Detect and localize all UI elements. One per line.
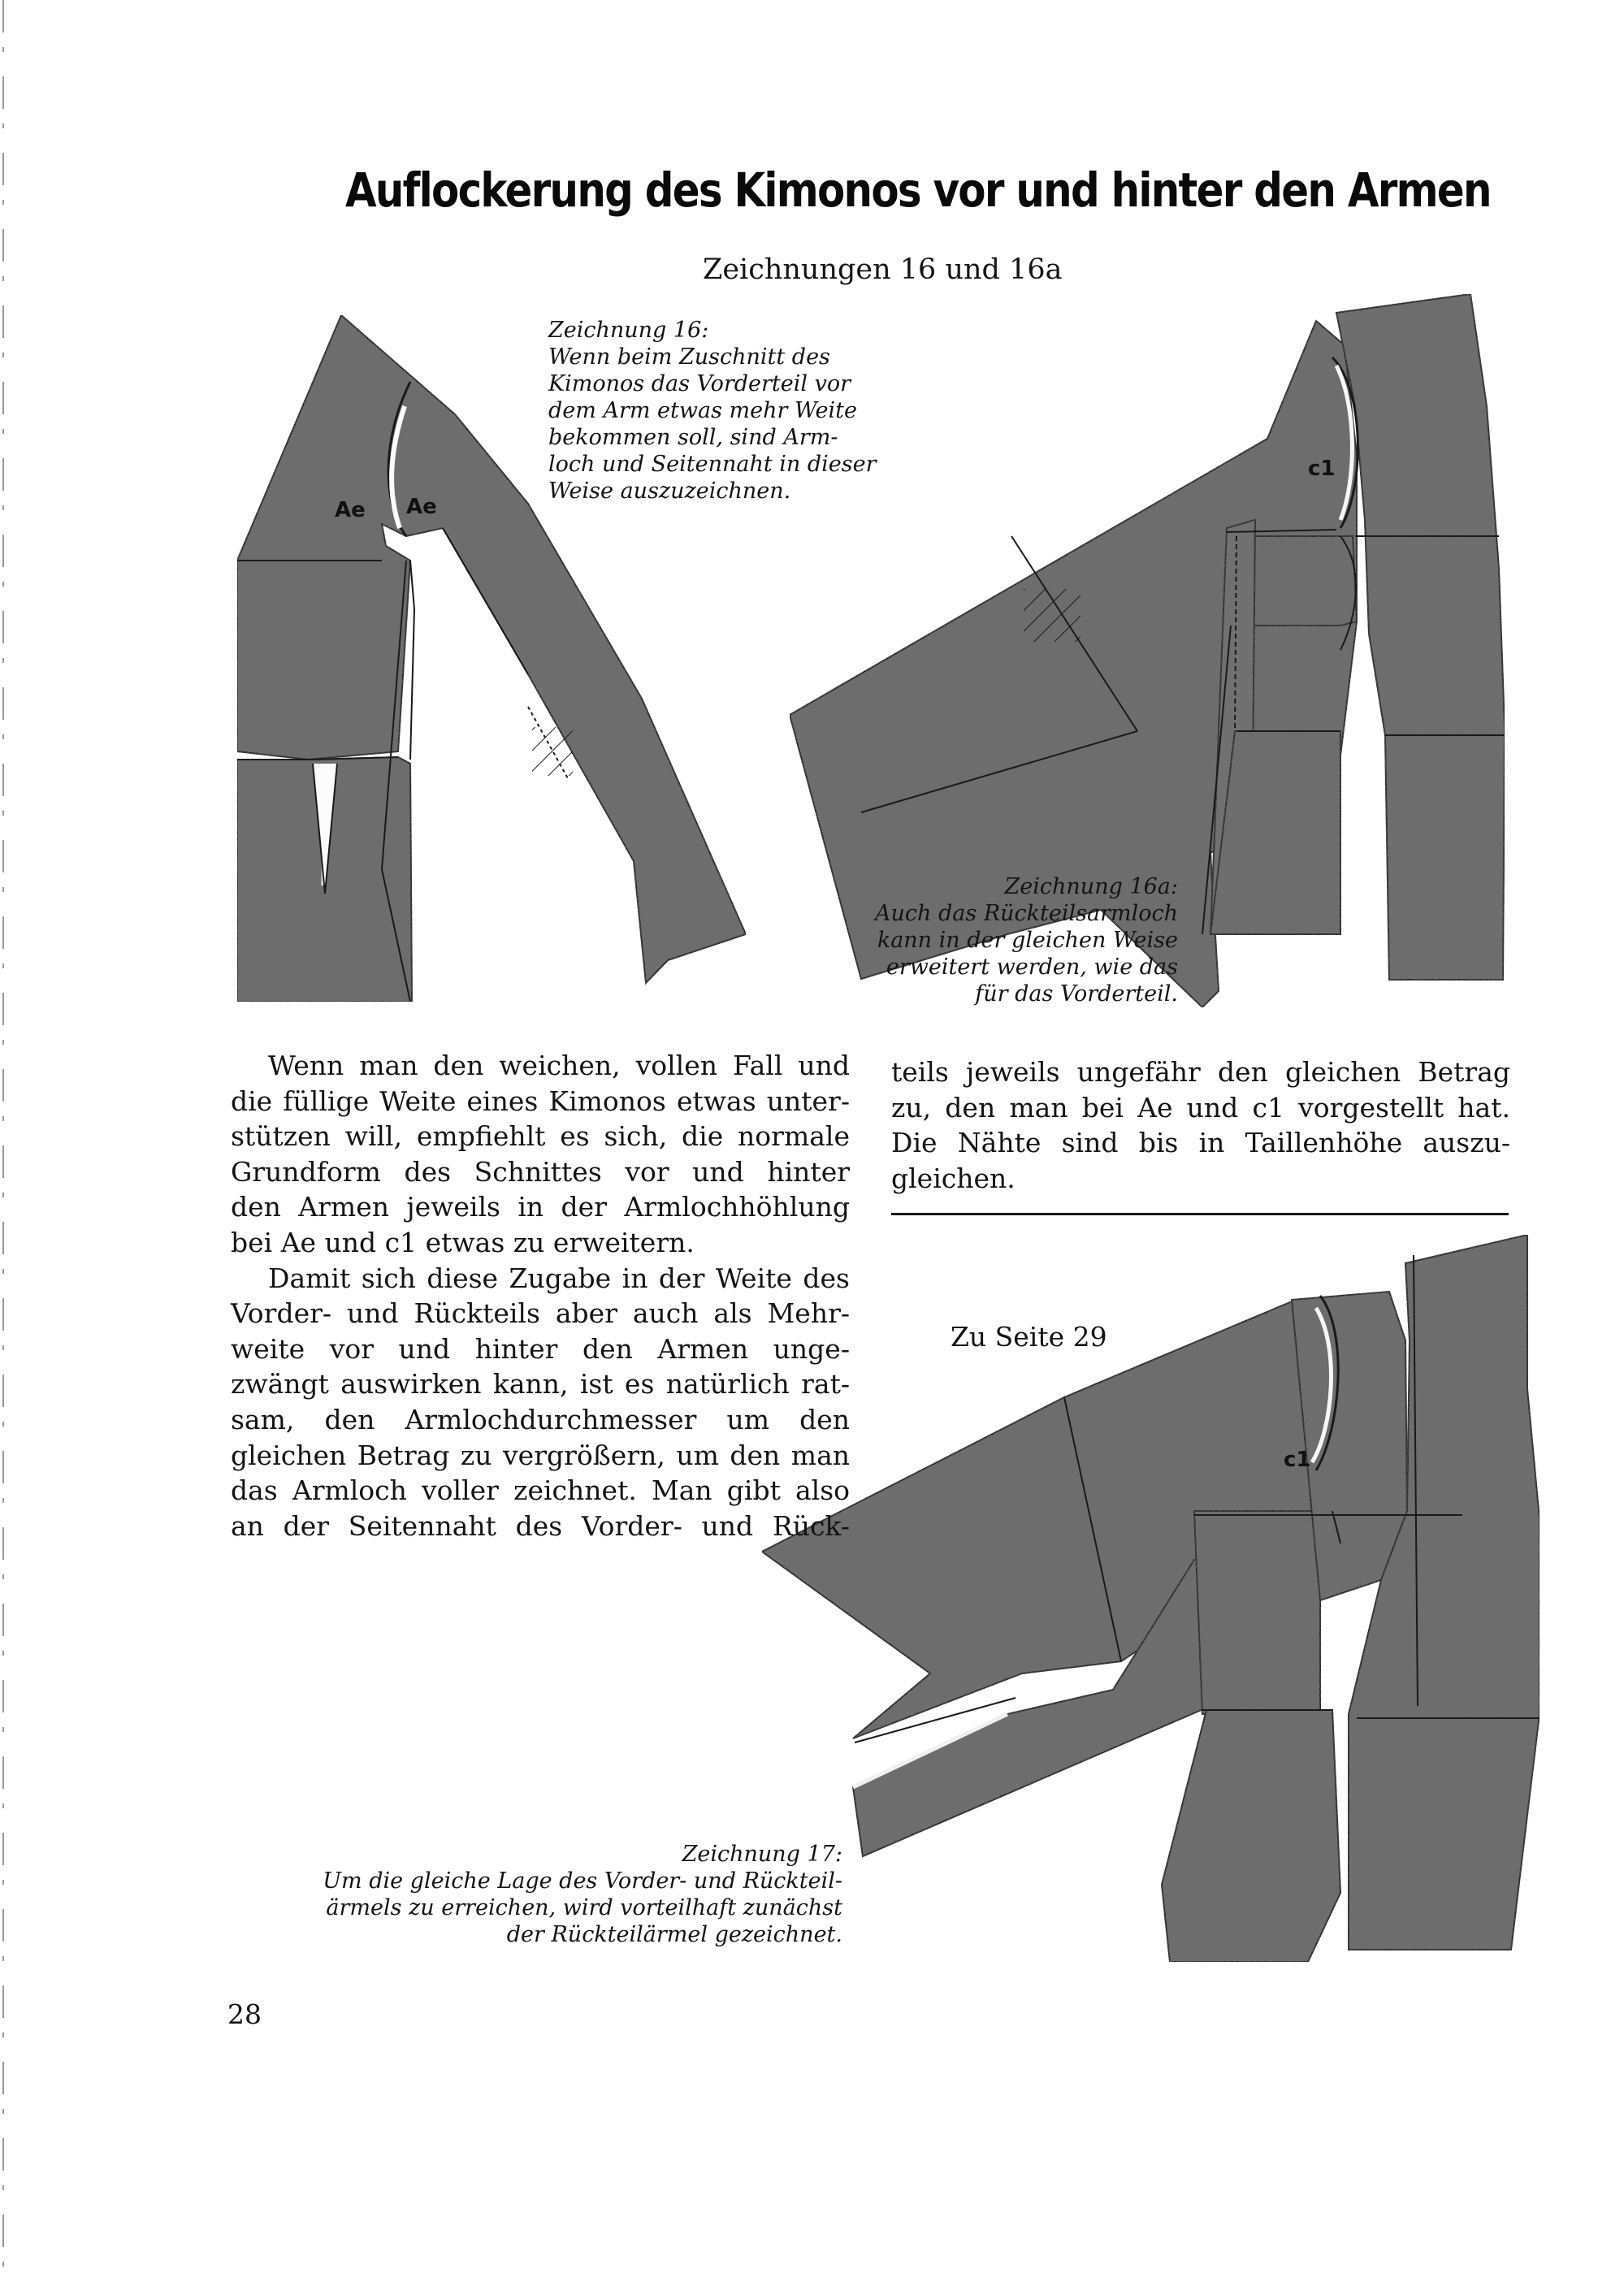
body-line: das Armloch voller zeichnet. Man gibt also — [231, 1474, 850, 1507]
caption-line: ärmels zu erreichen, wird vorteilhaft zunächst — [326, 1895, 842, 1920]
body-line: bei Ae und c1 etwas zu erweitern. — [231, 1226, 695, 1258]
body-line: Damit sich diese Zugabe in der Weite des — [268, 1262, 850, 1294]
label-c1-16a: c1 — [1308, 457, 1336, 481]
caption-line: Wenn beim Zuschnitt des — [548, 344, 830, 370]
page-subtitle: Zeichnungen 16 und 16a — [703, 253, 1063, 286]
body-left-column — [231, 1048, 850, 1543]
body-line: sam, den Armlochdurchmesser um den — [231, 1403, 850, 1435]
caption-line: Um die gleiche Lage des Vorder- und Rückteil- — [323, 1868, 842, 1894]
body-line: Die Nähte sind bis in Taillenhöhe auszu- — [891, 1127, 1510, 1159]
body-line: stützen will, empfiehlt es sich, die normale — [231, 1120, 850, 1153]
caption-line: Zeichnung 16: — [548, 318, 709, 343]
caption-line: Kimonos das Vorderteil vor — [548, 371, 851, 396]
caption-line: loch und Seitennaht in dieser — [548, 452, 877, 477]
caption-line: für das Vorderteil. — [975, 981, 1178, 1007]
caption-line: dem Arm etwas mehr Weite — [548, 398, 857, 423]
body-line: die füllige Weite eines Kimonos etwas unter- — [231, 1085, 850, 1117]
body-line: Wenn man den weichen, vollen Fall und — [268, 1050, 850, 1081]
label-ae-right: Ae — [406, 495, 437, 519]
body-line: Grundform des Schnittes vor und hinter — [231, 1155, 850, 1188]
page-number: 28 — [227, 1998, 262, 2030]
body-line: zu, den man bei Ae und c1 vorgestellt hat. — [891, 1091, 1510, 1124]
zu-seite-label: Zu Seite 29 — [951, 1321, 1107, 1353]
caption-line: Zeichnung 16a: — [1004, 874, 1178, 899]
section-divider — [891, 1213, 1509, 1215]
caption-line: bekommen soll, sind Arm- — [548, 425, 838, 450]
caption-fig17 — [229, 1841, 842, 1948]
body-line: an der Seitennaht des Vorder- und Rück- — [231, 1509, 850, 1542]
body-line: zwängt auswirken kann, ist es natürlich rat- — [231, 1368, 850, 1401]
body-line: weite vor und hinter den Armen unge- — [231, 1332, 850, 1365]
caption-fig16a — [829, 873, 1178, 1007]
label-c1-17: c1 — [1284, 1448, 1311, 1472]
caption-line: kann in der gleichen Weise — [877, 928, 1178, 953]
drawing-17 — [762, 1235, 1540, 1962]
body-right-column — [891, 1054, 1510, 1196]
page-title: Auflockerung des Kimonos vor und hinter den Armen — [345, 162, 1491, 218]
caption-line: der Rückteilärmel gezeichnet. — [506, 1922, 842, 1947]
caption-line: Weise auszuzeichnen. — [548, 478, 791, 504]
caption-line: erweitert werden, wie das — [886, 955, 1178, 980]
caption-line: Auch das Rückteilsarmloch — [875, 901, 1178, 926]
body-line: Vorder- und Rückteils aber auch als Mehr- — [231, 1297, 850, 1330]
body-line: gleichen Betrag zu vergrößern, um den man — [231, 1439, 850, 1471]
caption-fig16 — [548, 317, 877, 504]
body-line: teils jeweils ungefähr den gleichen Betrag — [891, 1056, 1510, 1088]
body-line: gleichen. — [891, 1162, 1016, 1194]
label-ae-left: Ae — [335, 498, 366, 522]
caption-line: Zeichnung 17: — [682, 1842, 842, 1867]
body-line: den Armen jeweils in der Armlochhöhlung — [231, 1191, 850, 1223]
